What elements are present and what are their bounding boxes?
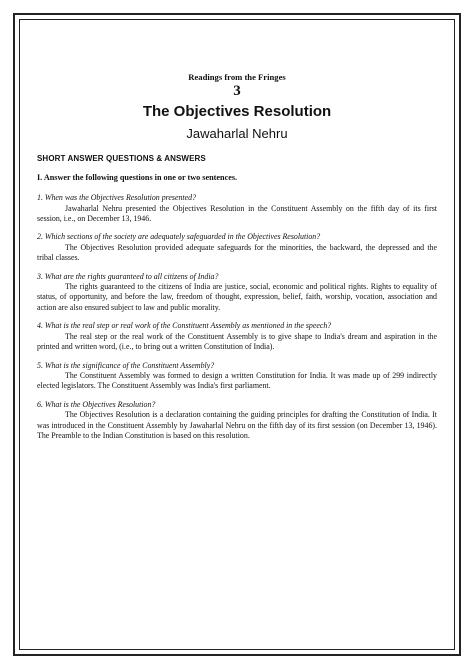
section-heading: SHORT ANSWER QUESTIONS & ANSWERS: [37, 154, 206, 164]
question-text: 1. When was the Objectives Resolution presented?: [37, 193, 197, 203]
book-title: Readings from the Fringes: [188, 72, 286, 82]
answer-text: The rights guaranteed to the citizens of India are justice, social, economic and political rights. Rights to equality of status, of opportunity, and before the law, freedom of thought, expression, belief, faith, worship, vocation, association and action are also ensured subject to law and public morality.: [37, 282, 437, 312]
answer-text: The Constituent Assembly was formed to design a written Constitution for India. It was made up of 299 indirectly elected legislators. The Constituent Assembly was India's first parliament.: [37, 370, 437, 391]
chapter-title: The Objectives Resolution: [142, 103, 332, 121]
question-text: 2. Which sections of the society are adequately safeguarded in the Objectives Resolution?: [37, 232, 321, 242]
answer-text: The Objectives Resolution is a declaration containing the guiding principles for drafting the Constitution of India. It was introduced in the Constituent Assembly by Jawaharlal Nehru on the fifth day of its first session (on December 13, 1946). The Preamble to the Indian Constitution is based on this resolution.: [37, 410, 437, 440]
qa-item-2: [37, 232, 437, 263]
question-text: 5. What is the significance of the Constituent Assembly?: [37, 360, 215, 370]
question-text: 6. What is the Objectives Resolution?: [37, 399, 156, 409]
author-name: Jawaharlal Nehru: [186, 126, 288, 142]
answer-text: The real step or the real work of the Constituent Assembly is to give shape to India's dream and aspiration in the printed and written word, (i.e., to bring out a written Constitution of India).: [37, 331, 437, 352]
qa-item-4: [37, 321, 437, 352]
chapter-number: 3: [233, 83, 241, 100]
qa-item-6: [37, 400, 437, 442]
answer-text: Jawaharlal Nehru presented the Objectives Resolution in the Constituent Assembly on the fifth day of its first session, i.e., on December 13, 1946.: [37, 203, 437, 224]
question-text: 4. What is the real step or real work of the Constituent Assembly as mentioned in the speech?: [37, 321, 332, 331]
qa-item-5: [37, 361, 437, 392]
question-text: 3. What are the rights guaranteed to all citizens of India?: [37, 271, 219, 281]
answer-text: The Objectives Resolution provided adequate safeguards for the minorities, the backward, the depressed and the tribal classes.: [37, 242, 437, 263]
document-page: [37, 72, 437, 449]
qa-item-1: [37, 193, 437, 224]
qa-item-3: [37, 272, 437, 314]
section-instruction: I. Answer the following questions in one or two sentences.: [37, 172, 238, 182]
